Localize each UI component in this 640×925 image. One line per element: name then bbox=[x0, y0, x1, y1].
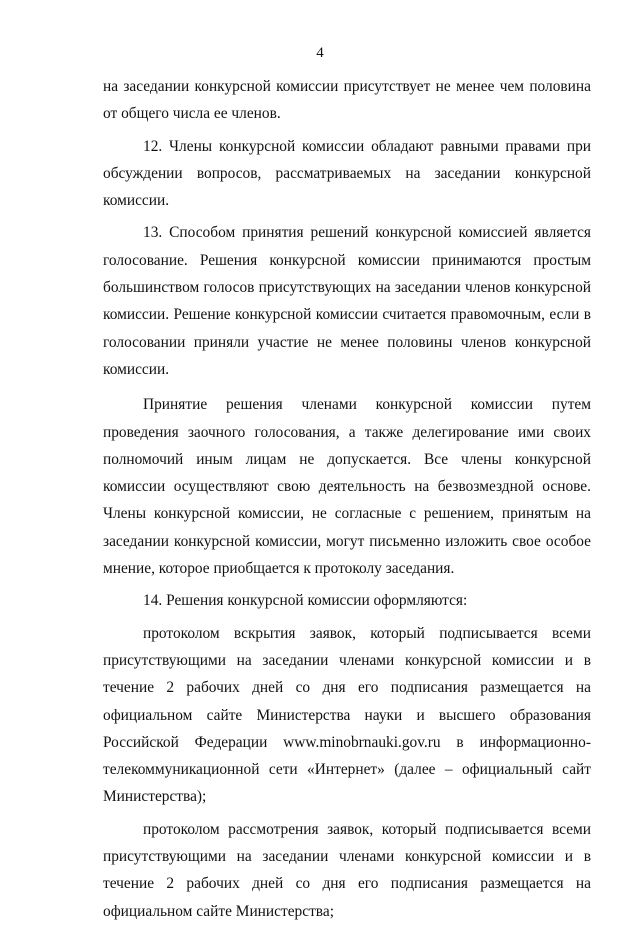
paragraph-opening-protocol: протоколом вскрытия заявок, который подписывается всеми присутствующими на заседании членами конкурсной комиссии и в течение 2 рабочих дней со дня его подписания размещается на официальном сайте Министерства науки и высшего образования Российской Федерации www.minobrnauki.gov.ru в информационно-телекоммуникационной сети «Интернет» (далее – официальный сайт Министерства); bbox=[103, 624, 591, 806]
paragraph-item-12: 12. Члены конкурсной комиссии обладают равными правами при обсуждении вопросов, рассматриваемых на заседании конкурсной комиссии. bbox=[103, 137, 591, 210]
document-body bbox=[103, 73, 591, 925]
page-number: 4 bbox=[316, 45, 324, 61]
paragraph-continuation: на заседании конкурсной комиссии присутствует не менее чем половина от общего числа ее членов. bbox=[103, 78, 591, 123]
paragraph-item-13: 13. Способом принятия решений конкурсной комиссией является голосование. Решения конкурсной комиссии принимаются простым большинством голосов присутствующих на заседании членов конкурсной комиссии. Решение конкурсной комиссии считается правомочным, если в голосовании приняли участие не менее половины членов конкурсной комиссии. bbox=[103, 224, 591, 378]
paragraph-review-protocol: протоколом рассмотрения заявок, который подписывается всеми присутствующими на заседании членами конкурсной комиссии и в течение 2 рабочих дней со дня его подписания размещается на официальном сайте Министерства; bbox=[103, 820, 591, 920]
paragraph-item-14: 14. Решения конкурсной комиссии оформляются: bbox=[143, 592, 468, 610]
paragraph-voting-rules: Принятие решения членами конкурсной комиссии путем проведения заочного голосования, а также делегирование ими своих полномочий иным лицам не допускается. Все члены конкурсной комиссии осуществляют свою деятельность на безвозмездной основе. Члены конкурсной комиссии, не согласные с решением, принятым на заседании конкурсной комиссии, могут письменно изложить свое особое мнение, которое приобщается к протоколу заседания. bbox=[103, 396, 591, 578]
